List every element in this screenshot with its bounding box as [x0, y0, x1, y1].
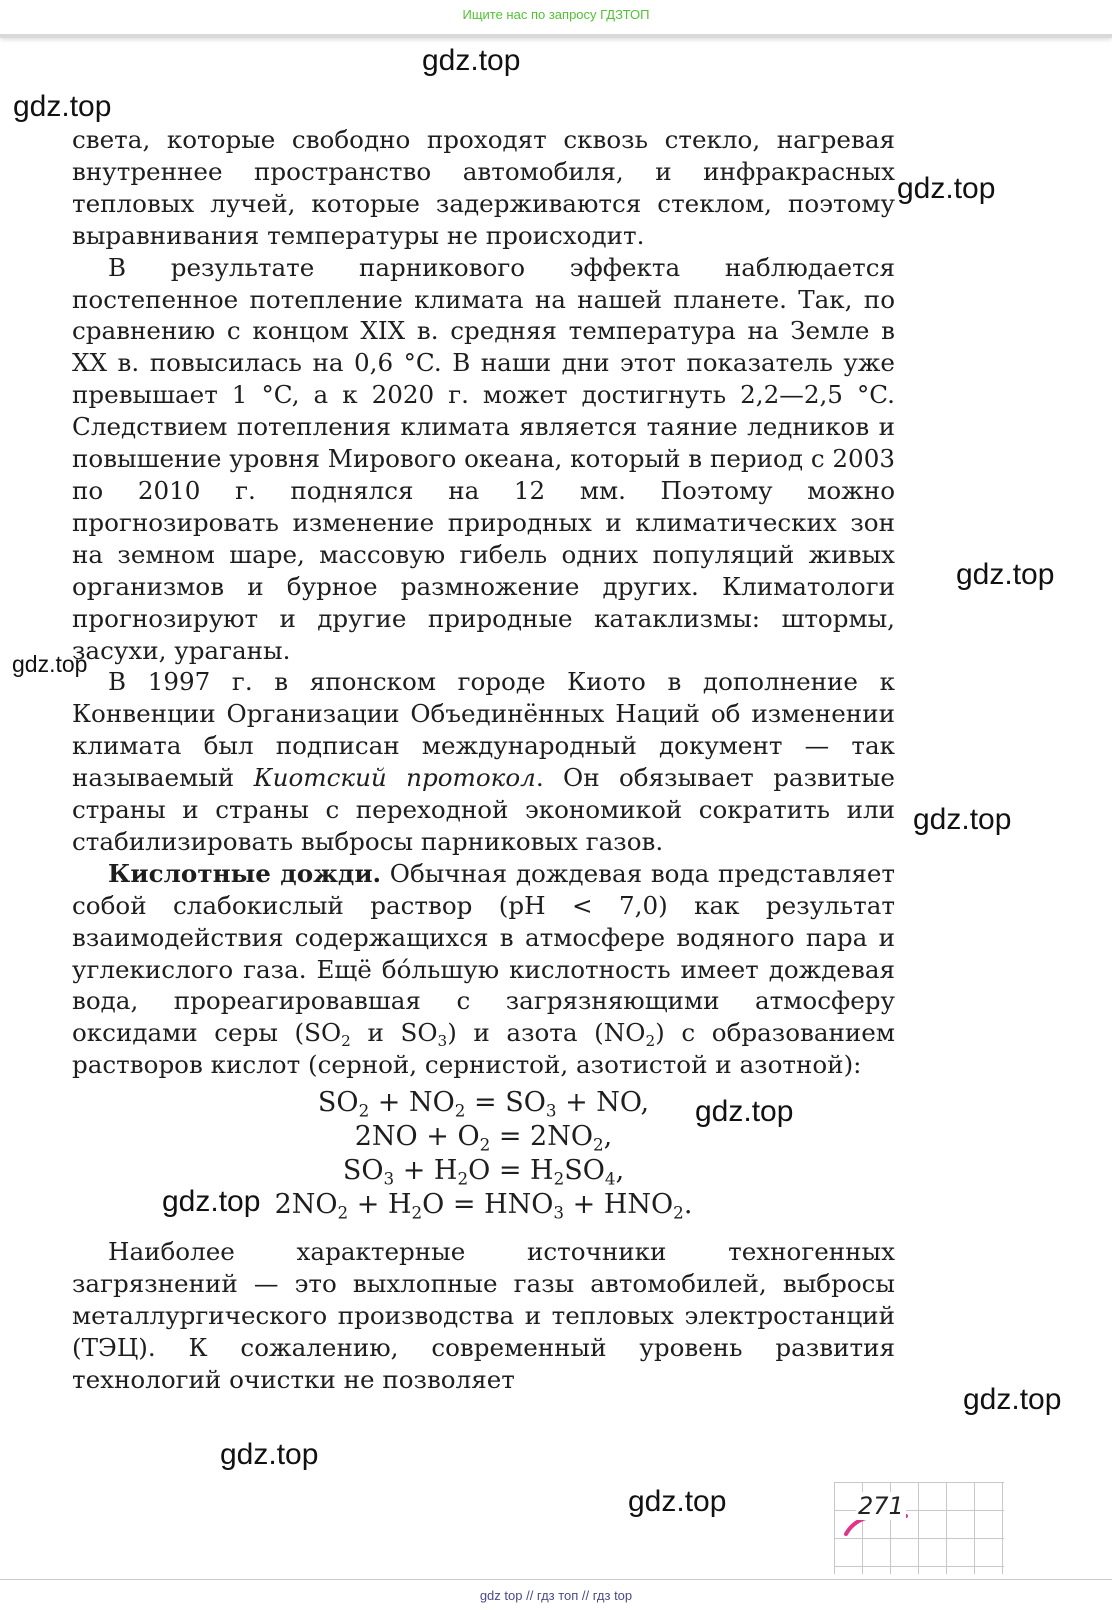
subscript: 3: [553, 1202, 565, 1223]
subscript: 2: [673, 1202, 684, 1223]
kyoto-protocol-term: Киотский протокол: [253, 763, 536, 793]
eq-part: + H: [348, 1189, 412, 1221]
subscript: 4: [604, 1168, 616, 1189]
paragraph-3-text-a: В 1997 г. в японском городе Киото в дополнение к Конвенции Организации Объединённых Наций об изменении климата был подписан международный документ — так называемый: [72, 667, 895, 793]
subscript: 3: [383, 1168, 395, 1189]
eq-part: = 2NO: [490, 1121, 593, 1153]
watermark: gdz.top: [913, 803, 1012, 836]
watermark: gdz.top: [956, 558, 1055, 591]
eq-part: ,: [603, 1121, 613, 1153]
subscript: 2: [341, 1032, 351, 1051]
eq-part: O = H: [468, 1155, 554, 1187]
paragraph-3-text-b: . Он обязывает развитые страны и страны с переходной экономикой сократить или стабилизировать выбросы парниковых газов.: [72, 763, 895, 856]
acid-rain-heading: Кислотные дожди.: [108, 858, 382, 888]
eq-part: + H: [394, 1155, 458, 1187]
paragraph-1: света, которые свободно проходят сквозь стекло, нагревая внутреннее пространство автомобиля, и инфракрасных тепловых лучей, которые задерживаются стеклом, поэтому выравнивания температуры не происходит.: [72, 125, 895, 250]
bottom-banner: [0, 1579, 1112, 1610]
watermark: gdz.top: [963, 1383, 1062, 1416]
paragraph-4-text-c: ) и азота (NO: [447, 1018, 646, 1048]
watermark: gdz.top: [12, 651, 88, 677]
subscript: 2: [358, 1100, 370, 1121]
eq-part: .: [683, 1189, 693, 1221]
eq-part: + NO,: [556, 1087, 650, 1119]
page-number: 271: [858, 1492, 904, 1520]
paragraph-4-text-a: Обычная дождевая вода представляет собой слабокислый раствор (pH < 7,0) как результат взаимодействия содержащихся в атмосфере водяного пара и углекислого газа. Ещё бóльшую кислотность имеет дождевая вода, прореагировавшая с загрязняющими атмосферу оксидами серы (SO: [72, 858, 895, 1048]
subscript: 2: [479, 1134, 491, 1155]
watermark: gdz.top: [695, 1095, 794, 1128]
watermark: gdz.top: [220, 1438, 319, 1471]
watermark: gdz.top: [162, 1185, 261, 1218]
subscript: 2: [553, 1168, 565, 1189]
top-banner: [0, 0, 1112, 38]
bottom-banner-link[interactable]: gdz top // гдз топ // гдз top: [479, 1588, 633, 1603]
subscript: 2: [593, 1134, 604, 1155]
eq-part: SO: [564, 1155, 605, 1187]
subscript: 3: [545, 1100, 557, 1121]
page-number-grid: [834, 1482, 1004, 1574]
watermark: gdz.top: [422, 44, 521, 77]
eq-part: = SO: [465, 1087, 546, 1119]
subscript: 2: [454, 1100, 466, 1121]
subscript: 3: [437, 1032, 448, 1051]
watermark: gdz.top: [628, 1485, 727, 1518]
subscript: 2: [645, 1032, 656, 1051]
paragraph-3: [72, 666, 895, 857]
eq-part: ,: [615, 1155, 625, 1187]
eq-part: 2NO + O: [354, 1121, 480, 1153]
paragraph-4-text-d: ) с образованием растворов кислот (серной, сернистой, азотистой и азотной):: [72, 1018, 895, 1080]
watermark: gdz.top: [897, 172, 996, 205]
eq-part: 2NO: [274, 1189, 338, 1221]
equation-3: [72, 1154, 895, 1188]
subscript: 2: [457, 1168, 469, 1189]
eq-part: + NO: [369, 1087, 455, 1119]
subscript: 2: [337, 1202, 349, 1223]
paragraph-4: [72, 858, 895, 1081]
paragraph-2: В результате парникового эффекта наблюдается постепенное потепление климата на нашей планете. Так, по сравнению с концом XIX в. средняя температура на Земле в XX в. повысилась на 0,6 °C. В наши дни этот показатель уже превышает 1 °C, а к 2020 г. может достигнуть 2,2—2,5 °C. Следствием потепления климата является таяние ледников и повышение уровня Мирового океана, который в период с 2003 по 2010 г. поднялся на 12 мм. Поэтому можно прогнозировать изменение природных и климатических зон на земном шаре, массовую гибель одних популяций живых организмов и бурное размножение других. Климатологи прогнозируют и другие природные катаклизмы: штормы, засухи, ураганы.: [72, 252, 895, 665]
eq-part: + HNO: [564, 1189, 674, 1221]
paragraph-4-text-b: и SO: [350, 1018, 438, 1048]
watermark: gdz.top: [13, 90, 112, 123]
top-banner-link[interactable]: Ищите нас по запросу ГДЗТОП: [462, 7, 650, 22]
eq-part: SO: [342, 1155, 384, 1187]
paragraph-5: Наиболее характерные источники техногенных загрязнений — это выхлопные газы автомобилей, выбросы металлургического производства и тепловых электростанций (ТЭЦ). К сожалению, современный уровень развития технологий очистки не позволяет: [72, 1237, 895, 1394]
eq-part: SO: [317, 1087, 359, 1119]
subscript: 2: [411, 1202, 423, 1223]
eq-part: O = HNO: [422, 1189, 554, 1221]
